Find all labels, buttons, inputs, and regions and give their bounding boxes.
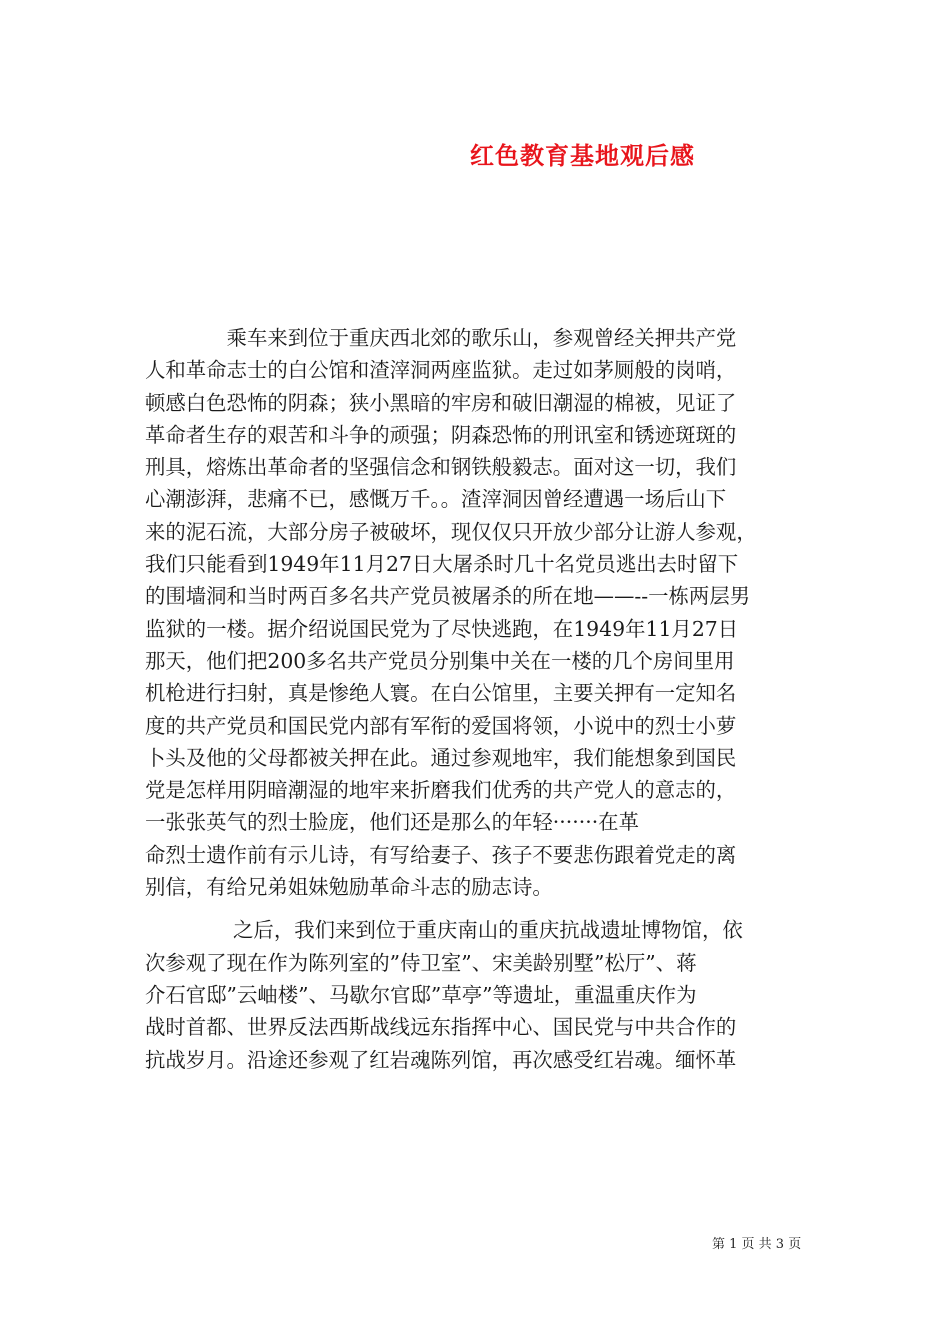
text-line: 党是怎样用阴暗潮湿的地牢来折磨我们优秀的共产党人的意志的， [145, 778, 737, 803]
text-line: 刑具，熔炼出革命者的坚强信念和钢铁般毅志。面对这一切，我们 [145, 455, 737, 480]
text-line: 机枪进行扫射，真是惨绝人寰。在白公馆里，主要关押有一定知名 [145, 681, 737, 706]
text-line: 革命者生存的艰苦和斗争的顽强；阴森恐怖的刑讯室和锈迹斑斑的 [145, 422, 737, 447]
text-line: 战时首都、世界反法西斯战线远东指挥中心、国民党与中共合作的 [145, 1015, 737, 1040]
text-line: 来的泥石流，大部分房子被破坏，现仅仅只开放少部分让游人参观， [145, 519, 757, 544]
page-number-footer: 第 1 页 共 3 页 [712, 1237, 802, 1252]
text-line: 那天，他们把200多名共产党员分别集中关在一楼的几个房间里用 [145, 648, 735, 673]
text-line: 介石官邸”云岫楼”、马歇尔官邸”草亭”等遗址，重温重庆作为 [145, 982, 697, 1007]
document-title: 红色教育基地观后感 [470, 141, 695, 170]
text-line: 卜头及他的父母都被关押在此。通过参观地牢，我们能想象到国民 [145, 745, 737, 770]
paragraph-2 [145, 914, 825, 1075]
text-line: 我们只能看到1949年11月27日大屠杀时几十名党员逃出去时留下 [145, 552, 739, 577]
text-line: 之后，我们来到位于重庆南山的重庆抗战遗址博物馆，依 [145, 918, 743, 943]
text-line: 的围墙洞和当时两百多名共产党员被屠杀的所在地——--一栋两层男 [145, 584, 751, 609]
text-line: 别信，有给兄弟姐妹勉励革命斗志的励志诗。 [145, 875, 553, 900]
text-line: 心潮澎湃，悲痛不已，感慨万千。。渣滓洞因曾经遭遇一场后山下 [145, 487, 727, 512]
text-line: 一张张英气的烈士脸庞，他们还是那么的年轻·······在革 [145, 810, 639, 835]
text-line: 命烈士遗作前有示儿诗，有写给妻子、孩子不要悲伤跟着党走的离 [145, 842, 737, 867]
text-line: 度的共产党员和国民党内部有军衔的爱国将领，小说中的烈士小萝 [145, 713, 737, 738]
text-line: 顿感白色恐怖的阴森；狭小黑暗的牢房和破旧潮湿的棉被，见证了 [145, 390, 737, 415]
text-line: 监狱的一楼。据介绍说国民党为了尽快逃跑，在1949年11月27日 [145, 616, 739, 641]
document-body [145, 322, 825, 1076]
paragraph-1 [145, 322, 825, 903]
text-line: 乘车来到位于重庆西北郊的歌乐山，参观曾经关押共产党 [145, 326, 737, 350]
text-line: 抗战岁月。沿途还参观了红岩魂陈列馆，再次感受红岩魂。缅怀革 [145, 1047, 737, 1072]
text-line: 次参观了现在作为陈列室的”侍卫室”、宋美龄别墅”松厅”、蒋 [145, 950, 697, 975]
text-line: 人和革命志士的白公馆和渣滓洞两座监狱。走过如茅厕般的岗哨， [145, 358, 737, 383]
